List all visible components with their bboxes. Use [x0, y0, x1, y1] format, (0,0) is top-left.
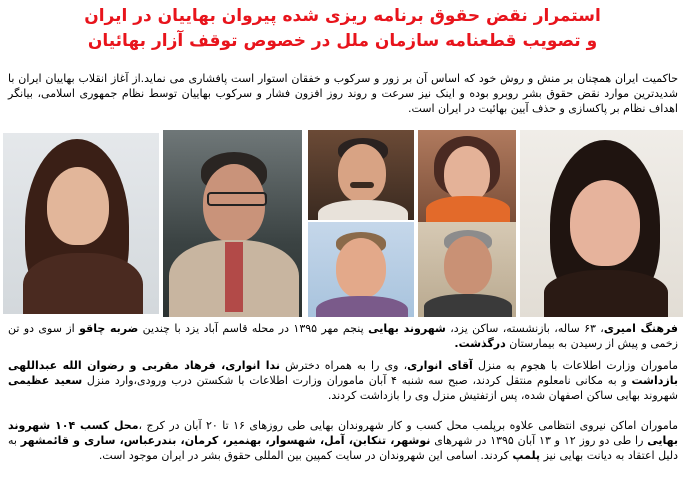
shops-text-1: را طی دو روز ۱۲ و ۱۳ آبان ۱۳۹۵ در شهرهای: [434, 434, 648, 447]
victim-event-start: پنجم مهر ۱۳۹۵ در محله قاسم آباد یزد با چندین: [142, 322, 369, 335]
victim-name: فرهنگ امیری: [603, 322, 679, 335]
photo-man-glasses-jacket: [163, 130, 302, 317]
victim-weapon: ضربه چاقو: [79, 322, 139, 335]
arrested-person-1: آقای انواری: [407, 359, 473, 372]
victim-details: ، ۶۳ ساله، بازنشسته، ساکن یزد،: [450, 322, 604, 335]
arrests-lead: ماموران وزارت اطلاعات با هجوم به منزل: [477, 359, 679, 372]
photo-woman-orange-scarf: [418, 130, 516, 222]
shops-count: محل کسب ۱۰۴ شهروند بهایی: [8, 419, 679, 447]
photo-collage: [3, 130, 683, 317]
photo-man-mustache: [308, 130, 414, 220]
intro-paragraph: حاکمیت ایران همچنان بر منش و روش خود که اساس آن بر زور و سرکوب و خفقان استوار است پافشاری می نماید.از آغاز انقلاب بهاییان ایران با شدیدترین موارد نقض حقوق بشر روبرو بوده و اینک نیز سرعت و روند روز افزون فشار و سرکوب بهاییان توسط نظام جمهوری اسلامی، بیانگر اهداف نظام بر پاکسازی و حذف آیین بهائیت در ایران است.: [8, 72, 678, 115]
shops-sealed: پلمپ: [512, 449, 541, 462]
arrests-paragraph: [8, 358, 678, 403]
arrested-person-3: سعید عظیمی: [8, 374, 83, 387]
photo-woman-long-hair: [3, 133, 159, 314]
victim-outcome: درگذشت.: [454, 337, 506, 350]
photo-woman-dark-hair: [520, 130, 683, 317]
photo-man-gray-hair: [418, 222, 516, 317]
victim-group: شهروند بهایی: [368, 322, 446, 335]
headline-line-1: استمرار نقض حقوق برنامه ریزی شده پیروان بهاییان در ایران: [84, 6, 601, 26]
shops-text-2: به دلیل اعتقاد به دیانت بهایی نیز: [8, 434, 678, 462]
shops-lead: ماموران اماکن نیروی انتظامی علاوه برپلمب محل کسب و کار شهروندان بهایی طی روزهای ۱۶ تا ۲۰ آبان در کرج ،: [138, 419, 679, 432]
photo-man-smiling: [308, 222, 414, 317]
arrests-text-3: شهروند بهایی ساکن اصفهان شده، پس ازتفتیش منزل وی را بازداشت کردند.: [327, 389, 678, 402]
shops-text-3: کردند. اسامی این شهروندان در سایت کمپین بین المللی حقوق بشر در ایران موجود است.: [98, 449, 513, 462]
headline-line-2: و تصویب قطعنامه سازمان ملل در خصوص توقف آزار بهائیان: [87, 31, 598, 51]
arrests-text-1: ، وی را به همراه دخترش: [285, 359, 408, 372]
victim-event-mid: از سوی دو تن زخمی و پیش از رسیدن به بیمارستان: [8, 322, 678, 350]
victim-paragraph: [8, 321, 678, 351]
shops-cities: نوشهر، تنکابن، آمل، شهسوار، بهنمیر، کرمان، بندرعباس، ساری و قائمشهر: [20, 434, 431, 447]
arrests-text-2: و به مکانی نامعلوم منتقل کردند، صبح سه شنبه ۴ آبان ماموران وزارت اطلاعات با شکستن درب ورودی،وارد منزل: [86, 374, 632, 387]
arrested-persons-group: ندا انواری، فرهاد مقربی و رضوان الله عبداللهی بازداشت: [8, 359, 678, 387]
shops-paragraph: [8, 418, 678, 463]
